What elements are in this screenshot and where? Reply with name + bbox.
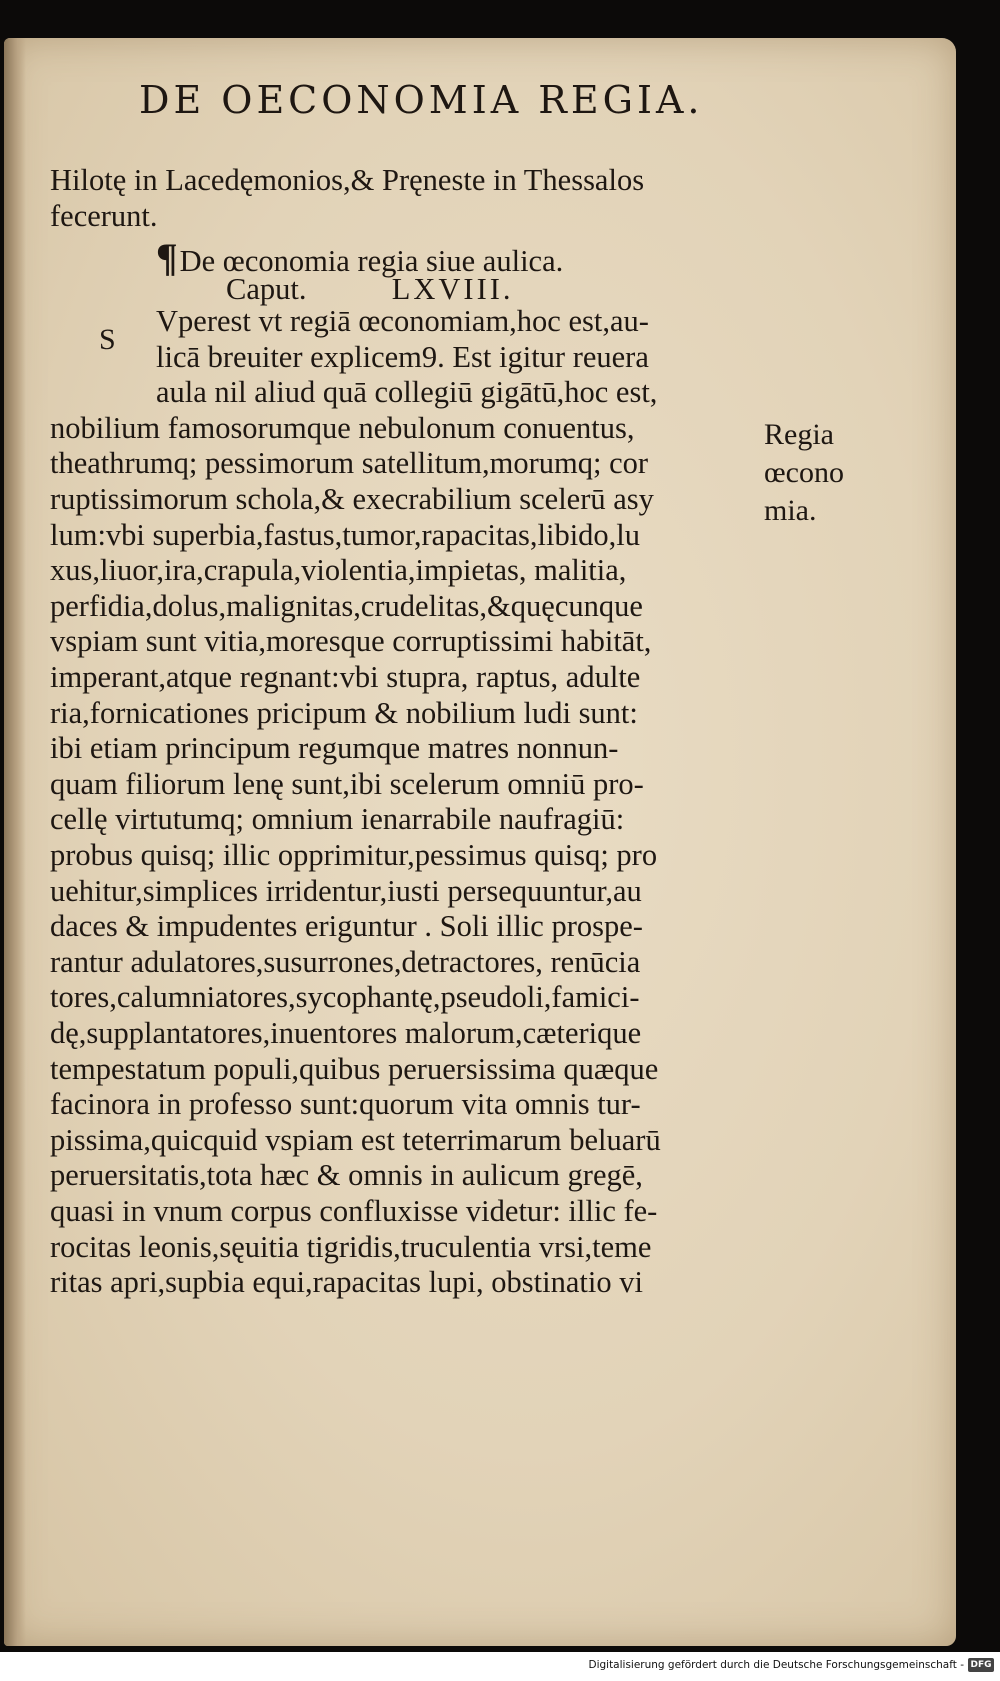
book-page: [4, 38, 956, 1646]
text-line: licā breuiter explicem9. Est igitur reuera: [156, 339, 649, 374]
margin-note-line: Regia: [764, 418, 834, 451]
page-gutter: [4, 38, 26, 1646]
text-line: xus,liuor,ira,crapula,violentia,impietas, malitia,: [50, 553, 627, 588]
text-line: cellę virtutumq; omnium ienarrabile naufragiū:: [50, 802, 625, 837]
text-line: tores,calumniatores,sycophantę,pseudoli,famici-: [50, 980, 640, 1015]
capitulum-mark: ¶: [156, 235, 178, 280]
text-line: ibi etiam principum regumque matres nonnun-: [50, 731, 619, 766]
text-line: lum:vbi superbia,fastus,tumor,rapacitas,libido,lu: [50, 517, 641, 552]
text-line: quam filiorum lenę sunt,ibi scelerum omniū pro-: [50, 766, 644, 801]
digitization-credit: Digitalisierung gefördert durch die Deutsche Forschungsgemeinschaft -: [588, 1659, 964, 1671]
running-head: DE OECONOMIA REGIA.: [139, 78, 704, 122]
margin-note-line: mia.: [764, 494, 817, 527]
dfg-logo: DFG: [968, 1658, 994, 1672]
text-line: perfidia,dolus,malignitas,crudelitas,&quęcunque: [50, 588, 643, 623]
text-line: rantur adulatores,susurrones,detractores, renūcia: [50, 944, 641, 979]
chapter-title-text: De œconomia regia siue aulica.: [179, 244, 564, 278]
text-line: facinora in professo sunt:quorum vita omnis tur-: [50, 1087, 641, 1122]
text-line: tempestatum populi,quibus peruersissima quæque: [50, 1051, 659, 1086]
text-line: nobilium famosorumque nebulonum conuentus,: [50, 410, 635, 445]
text-line: daces & impudentes eriguntur . Soli illic prospe-: [50, 909, 643, 944]
text-line: probus quisq; illic opprimitur,pessimus quisq; pro: [50, 838, 658, 872]
text-line: imperant,atque regnant:vbi stupra, raptus, adulte: [50, 660, 641, 694]
text-line: Vperest vt regiā œconomiam,hoc est,au-: [156, 304, 649, 338]
footer-bar: [0, 1652, 1000, 1681]
text-line: ritas apri,supbia equi,rapacitas lupi, obstinatio vi: [50, 1265, 643, 1300]
text-line: peruersitatis,tota hæc & omnis in aulicum gregē,: [50, 1158, 643, 1193]
margin-note-line: œcono: [764, 456, 844, 489]
text-line: dę,supplantatores,inuentores malorum,cæterique: [50, 1016, 642, 1050]
text-line: rocitas leonis,sęuitia tigridis,truculentia vrsi,teme: [50, 1229, 652, 1264]
text-line: fecerunt.: [50, 199, 158, 233]
text-line: ria,fornicationes pricipum & nobilium ludi sunt:: [50, 695, 638, 730]
text-line: vspiam sunt vitia,moresque corruptissimi habitāt,: [50, 624, 652, 659]
text-line: pissima,quicquid vspiam est teterrimarum beluarū: [50, 1122, 661, 1157]
caput-line: [226, 272, 514, 307]
text-line: ruptissimorum schola,& execrabilium scelerū asy: [50, 482, 654, 516]
text-line: quasi in vnum corpus confluxisse videtur: illic fe-: [50, 1194, 658, 1228]
text-line: uehitur,simplices irridentur,iusti persequuntur,au: [50, 873, 642, 908]
caput-number: LXVIII.: [391, 272, 514, 306]
caput-label: Caput.: [226, 272, 307, 306]
text-line: theathrumq; pessimorum satellitum,morumq; cor: [50, 446, 649, 481]
text-line: Hilotę in Lacedęmonios,& Pręneste in Thessalos: [50, 163, 645, 197]
signature-mark: S: [99, 323, 116, 356]
text-line: aula nil aliud quā collegiū gigātū,hoc est,: [156, 375, 658, 410]
